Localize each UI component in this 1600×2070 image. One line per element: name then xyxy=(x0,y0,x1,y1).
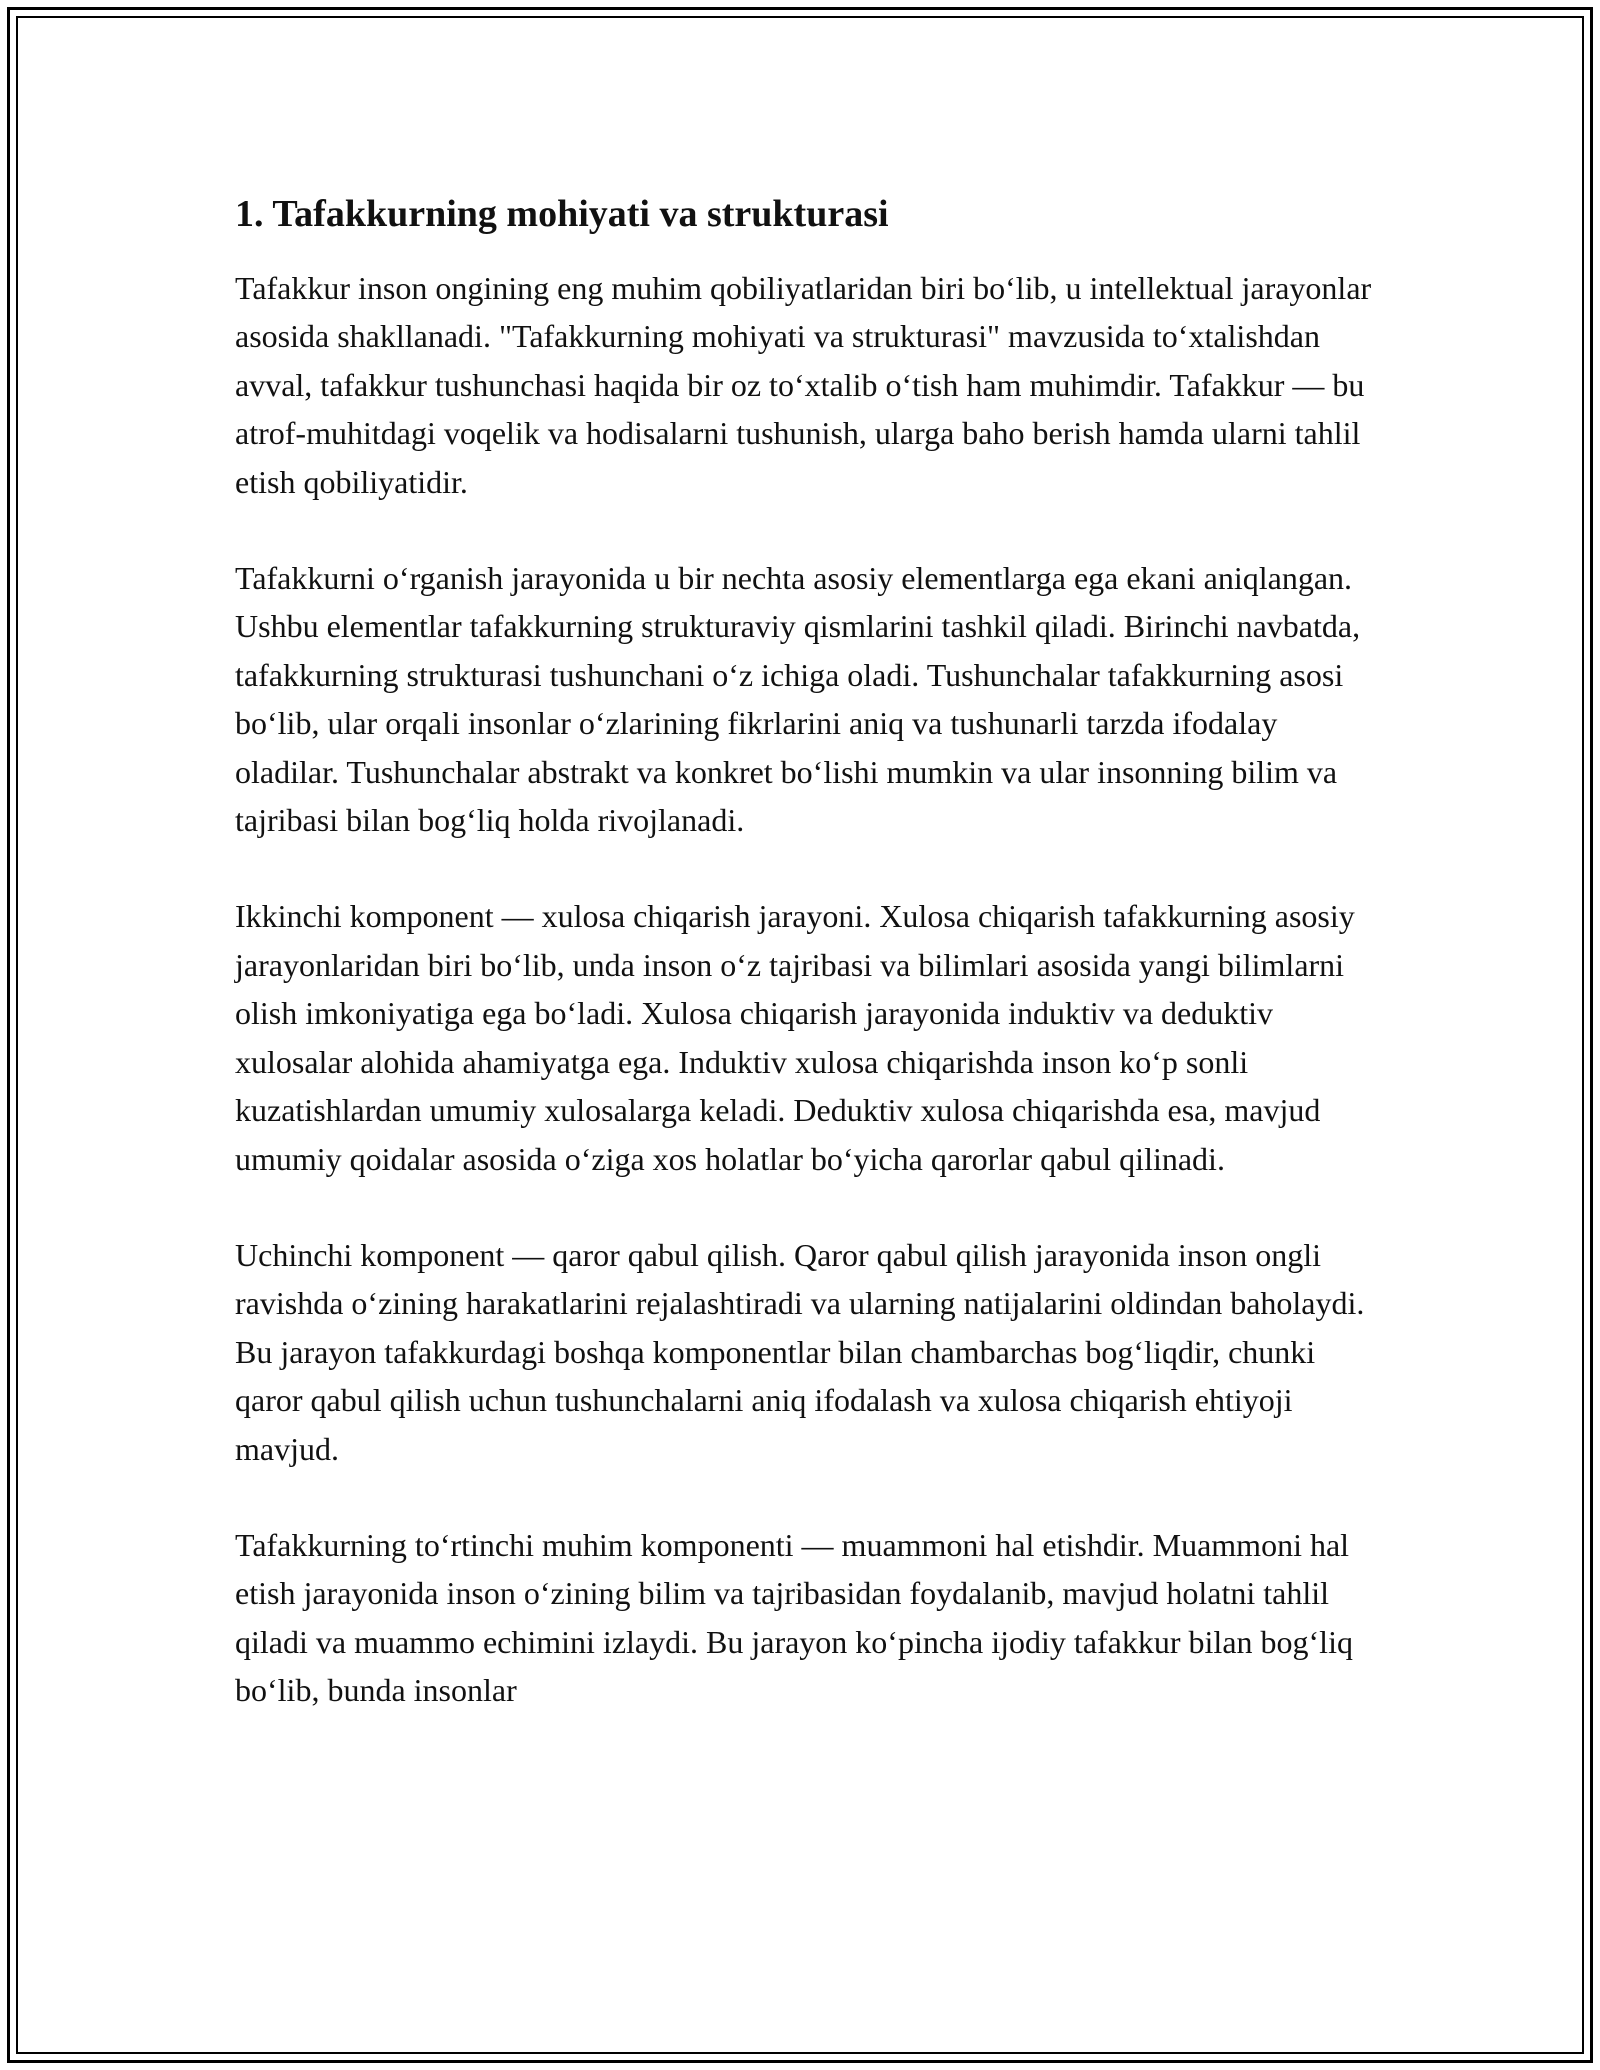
document-body xyxy=(235,186,1385,1763)
paragraph-5: Tafakkurning to‘rtinchi muhim komponenti — muammoni hal etishdir. Muammoni hal etish jarayonida inson o‘zining bilim va tajribasidan foydalanib, mavjud holatni tahlil qiladi va muammo echimini izlaydi. Bu jarayon ko‘pincha ijodiy tafakkur bilan bog‘liq bo‘lib, bunda insonlar xyxy=(235,1526,1353,1709)
paragraph-2: Tafakkurni o‘rganish jarayonida u bir nechta asosiy elementlarga ega ekani aniqlangan. Ushbu elementlar tafakkurning strukturaviy qismlarini tashkil qiladi. Birinchi navbatda, tafakkurning strukturasi tushunchani o‘z ichiga oladi. Tushunchalar tafakkurning asosi bo‘lib, ular orqali insonlar o‘zlarining fikrlarini aniq va tushunarli tarzda ifodalay oladilar. Tushunchalar abstrakt va konkret bo‘lishi mumkin va ular insonning bilim va tajribasi bilan bog‘liq holda rivojlanadi. xyxy=(235,560,1361,839)
paragraph-1: Tafakkur inson ongining eng muhim qobiliyatlaridan biri bo‘lib, u intellektual jarayonlar asosida shakllanadi. "Tafakkurning mohiyati va strukturasi" mavzusida to‘xtalishdan avval, tafakkur tushunchasi haqida bir oz to‘xtalib o‘tish ham muhimdir. Tafakkur — bu atrof-muhitdagi voqelik va hodisalarni tushunish, ularga baho berish hamda ularni tahlil etish qobiliyatidir. xyxy=(235,270,1372,500)
paragraph-3: Ikkinchi komponent — xulosa chiqarish jarayoni. Xulosa chiqarish tafakkurning asosiy jarayonlaridan biri bo‘lib, unda inson o‘z tajribasi va bilimlari asosida yangi bilimlarni olish imkoniyatiga ega bo‘ladi. Xulosa chiqarish jarayonida induktiv va deduktiv xulosalar alohida ahamiyatga ega. Induktiv xulosa chiqarishda inson ko‘p sonli kuzatishlardan umumiy xulosalarga keladi. Deduktiv xulosa chiqarishda esa, mavjud umumiy qoidalar asosida o‘ziga xos holatlar bo‘yicha qarorlar qabul qilinadi. xyxy=(235,898,1355,1177)
section-heading: 1. Tafakkurning mohiyati va strukturasi xyxy=(235,193,889,235)
paragraph-4: Uchinchi komponent — qaror qabul qilish. Qaror qabul qilish jarayonida inson ongli ravishda o‘zining harakatlarini rejalashtiradi va ularning natijalarini oldindan baholaydi. Bu jarayon tafakkurdagi boshqa komponentlar bilan chambarchas bog‘liqdir, chunki qaror qabul qilish uchun tushunchalarni aniq ifodalash va xulosa chiqarish ehtiyoji mavjud. xyxy=(235,1236,1365,1467)
